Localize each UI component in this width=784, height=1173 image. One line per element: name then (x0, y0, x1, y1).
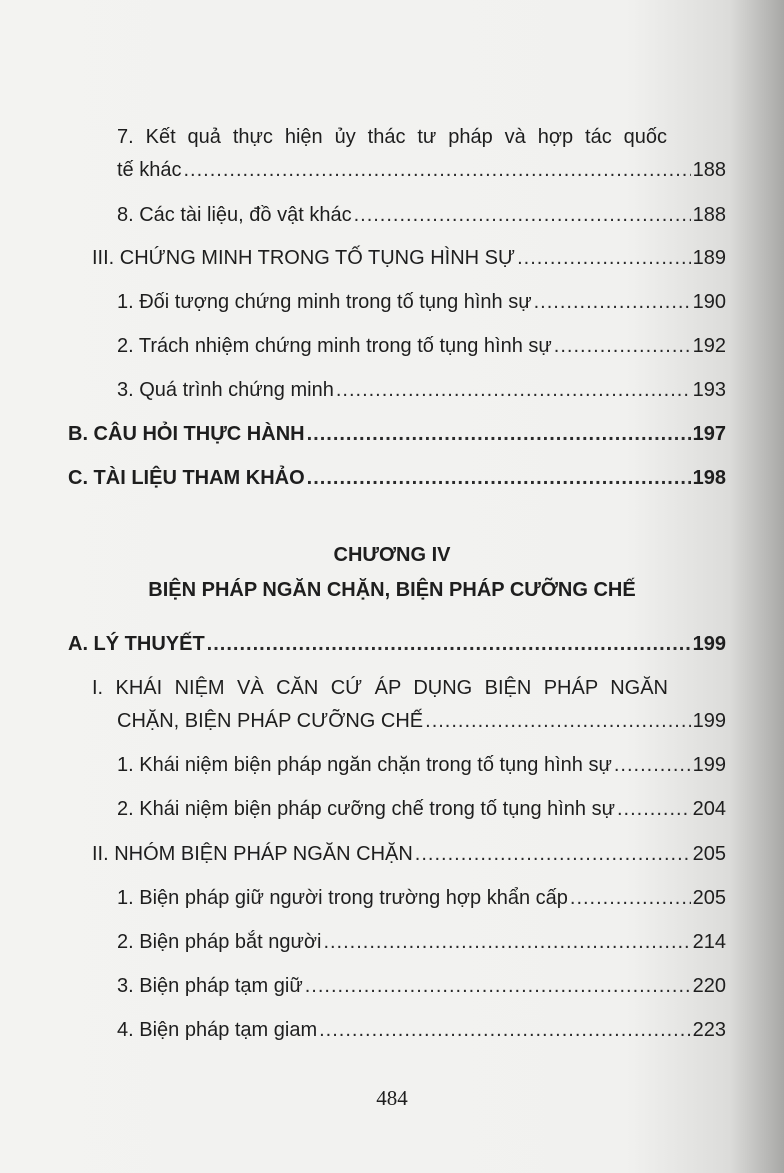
toc-entry-text: II. NHÓM BIỆN PHÁP NGĂN CHẶN (92, 843, 413, 865)
toc-entry-text: C. TÀI LIỆU THAM KHẢO (68, 467, 305, 489)
dot-leader (336, 377, 691, 403)
toc-page-number: 199 (692, 633, 726, 655)
dot-leader (415, 841, 691, 867)
dot-leader (319, 1017, 691, 1043)
dot-leader (323, 929, 690, 955)
toc-entry-iii-3 (117, 377, 726, 403)
toc-page-number: 189 (692, 247, 726, 269)
toc-entry-text: A. LÝ THUYẾT (68, 633, 205, 655)
dot-leader (354, 202, 691, 228)
toc-entry-text: tế khác (117, 159, 182, 181)
chapter-title: BIỆN PHÁP NGĂN CHẶN, BIỆN PHÁP CƯỠNG CHẾ (148, 579, 636, 601)
dot-leader (570, 885, 691, 911)
toc-entry-text: III. CHỨNG MINH TRONG TỐ TỤNG HÌNH SỰ (92, 247, 516, 269)
dot-leader (307, 465, 691, 491)
dot-leader (305, 973, 691, 999)
dot-leader (207, 631, 691, 657)
toc-entry-ii-4 (117, 1017, 726, 1043)
toc-page-number: 199 (692, 754, 726, 776)
toc-page-number: 199 (692, 710, 726, 732)
toc-entry-iii-2 (117, 333, 726, 359)
dot-leader (534, 289, 691, 315)
toc-section-i-line1: I. KHÁI NIỆM VÀ CĂN CỨ ÁP DỤNG BIỆN PHÁP NGĂN (92, 677, 668, 699)
toc-page-number: 198 (692, 467, 726, 489)
toc-entry-iii-1 (117, 289, 726, 315)
toc-section-iii (92, 245, 726, 271)
toc-entry-text: CHẶN, BIỆN PHÁP CƯỠNG CHẾ (117, 710, 424, 732)
toc-entry-text: 1. Đối tượng chứng minh trong tố tụng hình sự (117, 291, 532, 313)
toc-entry-text: 2. Trách nhiệm chứng minh trong tố tụng hình sự (117, 335, 552, 357)
toc-part-b (68, 421, 726, 447)
dot-leader (614, 752, 691, 778)
toc-page-number: 220 (692, 975, 726, 997)
toc-entry-i-2 (117, 796, 726, 822)
dot-leader (517, 245, 691, 271)
dot-leader (617, 796, 691, 822)
toc-page-number: 193 (692, 379, 726, 401)
toc-entry-text: 2. Khái niệm biện pháp cưỡng chế trong tố tụng hình sự (117, 798, 615, 820)
page-number: 484 (376, 1086, 408, 1110)
toc-entry-ii-2 (117, 929, 726, 955)
toc-entry-ii-1 (117, 885, 726, 911)
dot-leader (183, 157, 690, 183)
toc-entry-ii-3 (117, 973, 726, 999)
toc-entry-text: 8. Các tài liệu, đồ vật khác (117, 204, 352, 226)
toc-entry-i-1 (117, 752, 726, 778)
toc-page-number: 205 (692, 887, 726, 909)
toc-page-number: 204 (692, 798, 726, 820)
toc-page-number: 197 (692, 423, 726, 445)
toc-entry-8 (117, 202, 726, 228)
toc-entry-text: 4. Biện pháp tạm giam (117, 1019, 318, 1041)
dot-leader (425, 708, 690, 734)
toc-part-a (68, 631, 726, 657)
toc-page-number: 205 (692, 843, 726, 865)
toc-section-ii (92, 841, 726, 867)
toc-entry-text: 2. Biện pháp bắt người (117, 931, 322, 953)
toc-entry-text: 3. Biện pháp tạm giữ (117, 975, 303, 997)
toc-entry-7-line1: 7. Kết quả thực hiện ủy thác tư pháp và hợp tác quốc (117, 126, 667, 148)
toc-section-i (117, 708, 726, 734)
toc-entry-7 (117, 157, 726, 183)
toc-page-number: 192 (692, 335, 726, 357)
toc-page-number: 223 (692, 1019, 726, 1041)
toc-part-c (68, 465, 726, 491)
toc-page-number: 190 (692, 291, 726, 313)
toc-entry-text: B. CÂU HỎI THỰC HÀNH (68, 423, 305, 445)
toc-entry-text: 3. Quá trình chứng minh (117, 379, 334, 401)
toc-page-number: 214 (692, 931, 726, 953)
toc-entry-text: 1. Biện pháp giữ người trong trường hợp khẩn cấp (117, 887, 568, 909)
dot-leader (307, 421, 691, 447)
dot-leader (554, 333, 691, 359)
toc-page-number: 188 (692, 159, 726, 181)
chapter-label: CHƯƠNG IV (333, 544, 451, 566)
toc-entry-text: 1. Khái niệm biện pháp ngăn chặn trong tố tụng hình sự (117, 754, 612, 776)
toc-page-number: 188 (692, 204, 726, 226)
